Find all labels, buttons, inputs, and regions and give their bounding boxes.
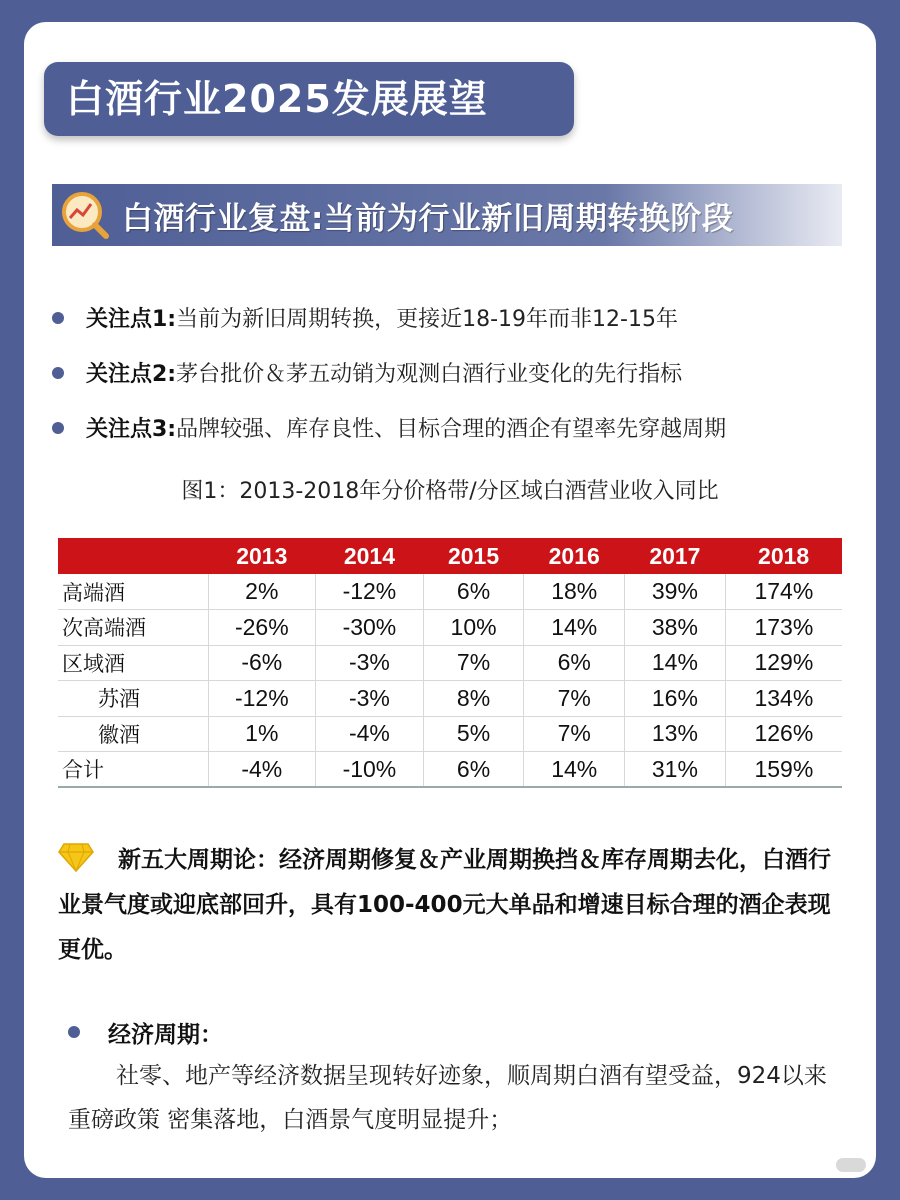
table-cell: 10% [423, 610, 524, 646]
column-header: 2017 [625, 538, 726, 574]
page-title: 白酒行业2025发展展望 [44, 62, 574, 136]
table-cell: 173% [725, 610, 842, 646]
focus-point [52, 290, 862, 345]
row-label: 高端酒 [58, 574, 208, 610]
table-cell: 1% [208, 716, 316, 752]
focus-point [52, 400, 862, 455]
table-cell: -6% [208, 645, 316, 681]
table-cell: 129% [725, 645, 842, 681]
table-row [58, 716, 842, 752]
highlight-text: 新五大周期论：经济周期修复＆产业周期换挡＆库存周期去化，白酒行业景气度或迎底部回升，具有100-400元大单品和增速目标合理的酒企表现更优。 [58, 847, 831, 963]
economic-cycle-section [68, 1012, 848, 1142]
bullet-icon [52, 422, 64, 434]
table-cell: 2% [208, 574, 316, 610]
table-cell: -12% [208, 681, 316, 717]
economic-cycle-heading: 经济周期： [108, 1021, 223, 1048]
table-cell: 126% [725, 716, 842, 752]
table-cell: -4% [208, 752, 316, 788]
table-cell: 18% [524, 574, 625, 610]
economic-cycle-heading-row [68, 1012, 848, 1052]
table-corner-cell [58, 538, 208, 574]
revenue-growth-table [58, 538, 842, 788]
table-cell: 14% [625, 645, 726, 681]
highlight-paragraph [58, 838, 848, 973]
section-banner [52, 184, 842, 246]
table-cell: -26% [208, 610, 316, 646]
column-header: 2018 [725, 538, 842, 574]
table-cell: 7% [524, 681, 625, 717]
table-header-row [58, 538, 842, 574]
row-label: 苏酒 [58, 681, 208, 717]
table-cell: 134% [725, 681, 842, 717]
row-label: 合计 [58, 752, 208, 788]
table-row [58, 645, 842, 681]
column-header: 2016 [524, 538, 625, 574]
table-row [58, 752, 842, 788]
row-label: 区域酒 [58, 645, 208, 681]
table-cell: -3% [316, 681, 424, 717]
table-cell: 39% [625, 574, 726, 610]
table-cell: 14% [524, 752, 625, 788]
figure-caption: 图1：2013-2018年分价格带/分区域白酒营业收入同比 [181, 479, 719, 504]
row-label: 徽酒 [58, 716, 208, 752]
bullet-icon [52, 367, 64, 379]
economic-cycle-body: 社零、地产等经济数据呈现转好迹象，顺周期白酒有望受益，924以来重磅政策 密集落地，白酒景气度明显提升； [68, 1063, 827, 1133]
focus-point-text: 当前为新旧周期转换，更接近18-19年而非12-15年 [176, 307, 678, 332]
row-label: 次高端酒 [58, 610, 208, 646]
table-cell: -10% [316, 752, 424, 788]
focus-point-text: 品牌较强、库存良性、目标合理的酒企有望率先穿越周期 [176, 417, 727, 442]
table-cell: -4% [316, 716, 424, 752]
table-cell: 8% [423, 681, 524, 717]
focus-point-text: 茅台批价＆茅五动销为观测白酒行业变化的先行指标 [176, 362, 683, 387]
table-cell: -12% [316, 574, 424, 610]
focus-point-label: 关注点3: [86, 417, 177, 442]
column-header: 2013 [208, 538, 316, 574]
table-cell: 159% [725, 752, 842, 788]
table-cell: 174% [725, 574, 842, 610]
column-header: 2015 [423, 538, 524, 574]
table-cell: 14% [524, 610, 625, 646]
bullet-icon [52, 312, 64, 324]
diamond-icon [58, 842, 94, 872]
table-cell: -3% [316, 645, 424, 681]
content-card [24, 22, 876, 1178]
magnifier-chart-icon [60, 190, 110, 240]
table-cell: 5% [423, 716, 524, 752]
table-row [58, 681, 842, 717]
table-row [58, 574, 842, 610]
bullet-icon [68, 1026, 80, 1038]
table-cell: 6% [423, 752, 524, 788]
table-cell: 38% [625, 610, 726, 646]
column-header: 2014 [316, 538, 424, 574]
table-cell: 16% [625, 681, 726, 717]
table-cell: 13% [625, 716, 726, 752]
section-heading: 白酒行业复盘:当前为行业新旧周期转换阶段 [122, 200, 734, 237]
focus-point [52, 345, 862, 400]
table-cell: 6% [524, 645, 625, 681]
watermark-icon [836, 1158, 866, 1172]
table-cell: 7% [524, 716, 625, 752]
focus-point-label: 关注点2: [86, 362, 177, 387]
table-cell: -30% [316, 610, 424, 646]
table-cell: 7% [423, 645, 524, 681]
table-row [58, 610, 842, 646]
table-cell: 6% [423, 574, 524, 610]
focus-point-label: 关注点1: [86, 307, 177, 332]
focus-points-list [52, 290, 862, 455]
table-cell: 31% [625, 752, 726, 788]
